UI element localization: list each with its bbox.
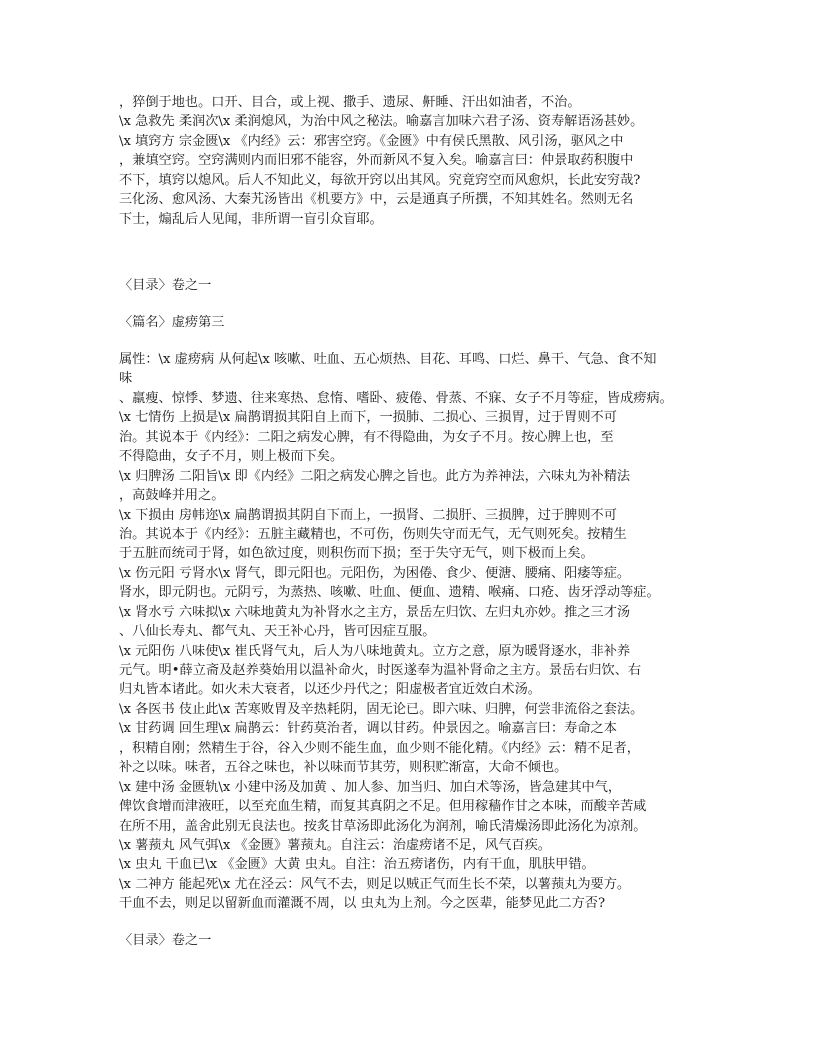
text-line: 干血不去，则足以留新血而灌溉不周，以 虫丸为上剂。今之医辈，能梦见此二方否? [119, 896, 606, 912]
text-line: ，兼填空窍。空窍满则内而旧邪不能容，外而新风不复入矣。喻嘉言曰：仲景取药积腹中 [119, 153, 634, 169]
text-line: \x 急救先 柔润次\x 柔润熄风，为治中风之秘法。喻嘉言加味六君子汤、资寿解语汤甚妙。 [119, 114, 644, 130]
text-line: \x 伤元阳 亏肾水\x 肾气，即元阳也。元阳伤，为困倦、食少、便溏、腰痛、阳痿等症。 [119, 565, 631, 581]
text-block-consumptive-disease [119, 350, 709, 914]
text-line: 、羸瘦、惊悸、梦遗、往来寒热、怠惰、嗜卧、疲倦、骨蒸、不寐、女子不月等症，皆成痨病。 [119, 390, 673, 406]
text-line: \x 二神方 能起死\x 尤在泾云：风气不去，则足以贼正气而生长不荣，以薯蓣丸为要方。 [119, 876, 631, 892]
text-line: 俾饮食增而津液旺，以至充血生精，而复其真阴之不足。但用稼穑作甘之本味，而酸辛苦咸 [119, 799, 647, 815]
text-line: ，积精自刚；然精生于谷，谷入少则不能生血，血少则不能化精。《内经》云：精不足者， [119, 740, 640, 756]
text-line: 不下，填窍以熄风。后人不知此义，每欲开窍以出其风。究竟窍空而风愈炽，长此安穷哉? [119, 172, 641, 188]
text-line: 不得隐曲，女子不月，则上极而下矣。 [119, 449, 344, 465]
text-line: 肾水，即元阴也。元阴亏，为蒸热、咳嗽、吐血、便血、遗精、喉痛、口疮、齿牙浮动等症。 [119, 585, 660, 601]
text-line: \x 元阳伤 八味使\x 崔氏肾气丸，后人为八味地黄丸。立方之意，原为暖肾逐水，非补养 [119, 643, 631, 659]
text-line: ，猝倒于地也。口开、目合，或上视、撒手、遗尿、鼾睡、汗出如油者，不治。 [119, 95, 581, 110]
text-block-wind-stroke-ending [119, 93, 709, 229]
text-line: \x 建中汤 金匮轨\x 小建中汤及加黄 、加人参、加当归、加白术等汤，皆急建其中气， [119, 779, 622, 795]
text-line: \x 填窍方 宗金匮\x 《内经》云：邪害空窍。《金匮》中有侯氏黑散、风引汤，驱风之中 [119, 133, 624, 149]
text-line: \x 归脾汤 二阳旨\x 即《内经》二阳之病发心脾之旨也。此方为养神法，六味丸为补精法 [119, 468, 631, 484]
text-line: 三化汤、愈风汤、大秦艽汤皆出《机要方》中，云是通真子所撰，不知其姓名。然则无名 [119, 192, 634, 208]
text-line: 属性：\x 虚痨病 从何起\x 咳嗽、吐血、五心烦热、目花、耳鸣、口烂、鼻干、气急、食不知 [119, 352, 657, 367]
text-line: 治。其说本于《内经》：二阳之病发心脾，有不得隐曲，为女子不月。按心脾上也，至 [119, 429, 614, 445]
text-line: \x 七情伤 上损是\x 扁鹊谓损其阳自上而下，一损肺、二损心、三损胃，过于胃则不可 [119, 410, 617, 426]
text-line: 下士，煽乱后人见闻，非所谓一盲引众盲耶。 [119, 211, 383, 227]
text-line: 在所不用，盖舍此别无良法也。按炙甘草汤即此汤化为润剂，喻氏清燥汤即此汤化为凉剂。 [119, 818, 647, 834]
text-line: 补之以味。味者，五谷之味也，补以味而节其劳，则积贮渐富，大命不倾也。 [119, 760, 568, 776]
text-line: \x 各医书 伎止此\x 苦寒败胃及辛热耗阴，固无论已。即六味、归脾，何尝非流俗之套法。 [119, 701, 644, 717]
text-line: \x 甘药调 回生理\x 扁鹊云：针药莫治者，调以甘药。仲景因之。喻嘉言曰：寿命之本 [119, 721, 617, 737]
text-line: \x 虫丸 干血已\x 《金匮》大黄 虫丸。自注：治五痨诸伤，内有干血，肌肤甲错。 [119, 857, 595, 873]
text-line: 味 [119, 371, 133, 387]
text-line: 治。其说本于《内经》：五脏主藏精也，不可伤，伤则失守而无气，无气则死矣。按精生 [119, 526, 627, 542]
text-line: 、八仙长寿丸、都气丸、天王补心丹，皆可因症互服。 [119, 624, 436, 640]
chapter-title: 〈篇名〉虚痨第三 [119, 315, 225, 330]
text-line: 归丸皆本诸此。如火未大衰者，以还少丹代之；阳虚极者宜近效白术汤。 [119, 682, 541, 698]
text-line: \x 薯蓣丸 风气弭\x 《金匮》薯蓣丸。自注云：治虚痨诸不足，风气百疾。 [119, 837, 551, 853]
text-line: ，高鼓峰并用之。 [119, 488, 225, 504]
text-line: \x 下损由 房帏迩\x 扁鹊谓损其阴自下而上，一损肾、二损肝、三损脾，过于脾则不可 [119, 507, 617, 523]
text-line: 元气。明•薛立斋及赵养葵始用以温补命火，时医遂奉为温补肾命之主方。景岳右归饮、右 [119, 663, 642, 678]
catalog-heading: 〈目录〉卷之一 [119, 933, 212, 948]
catalog-heading: 〈目录〉卷之一 [119, 278, 212, 293]
text-line: \x 肾水亏 六味拟\x 六味地黄丸为补肾水之主方，景岳左归饮、左归丸亦妙。推之三才汤 [119, 604, 631, 620]
text-line: 于五脏而统司于肾，如色欲过度，则积伤而下损；至于失守无气，则下极而上矣。 [119, 546, 594, 562]
